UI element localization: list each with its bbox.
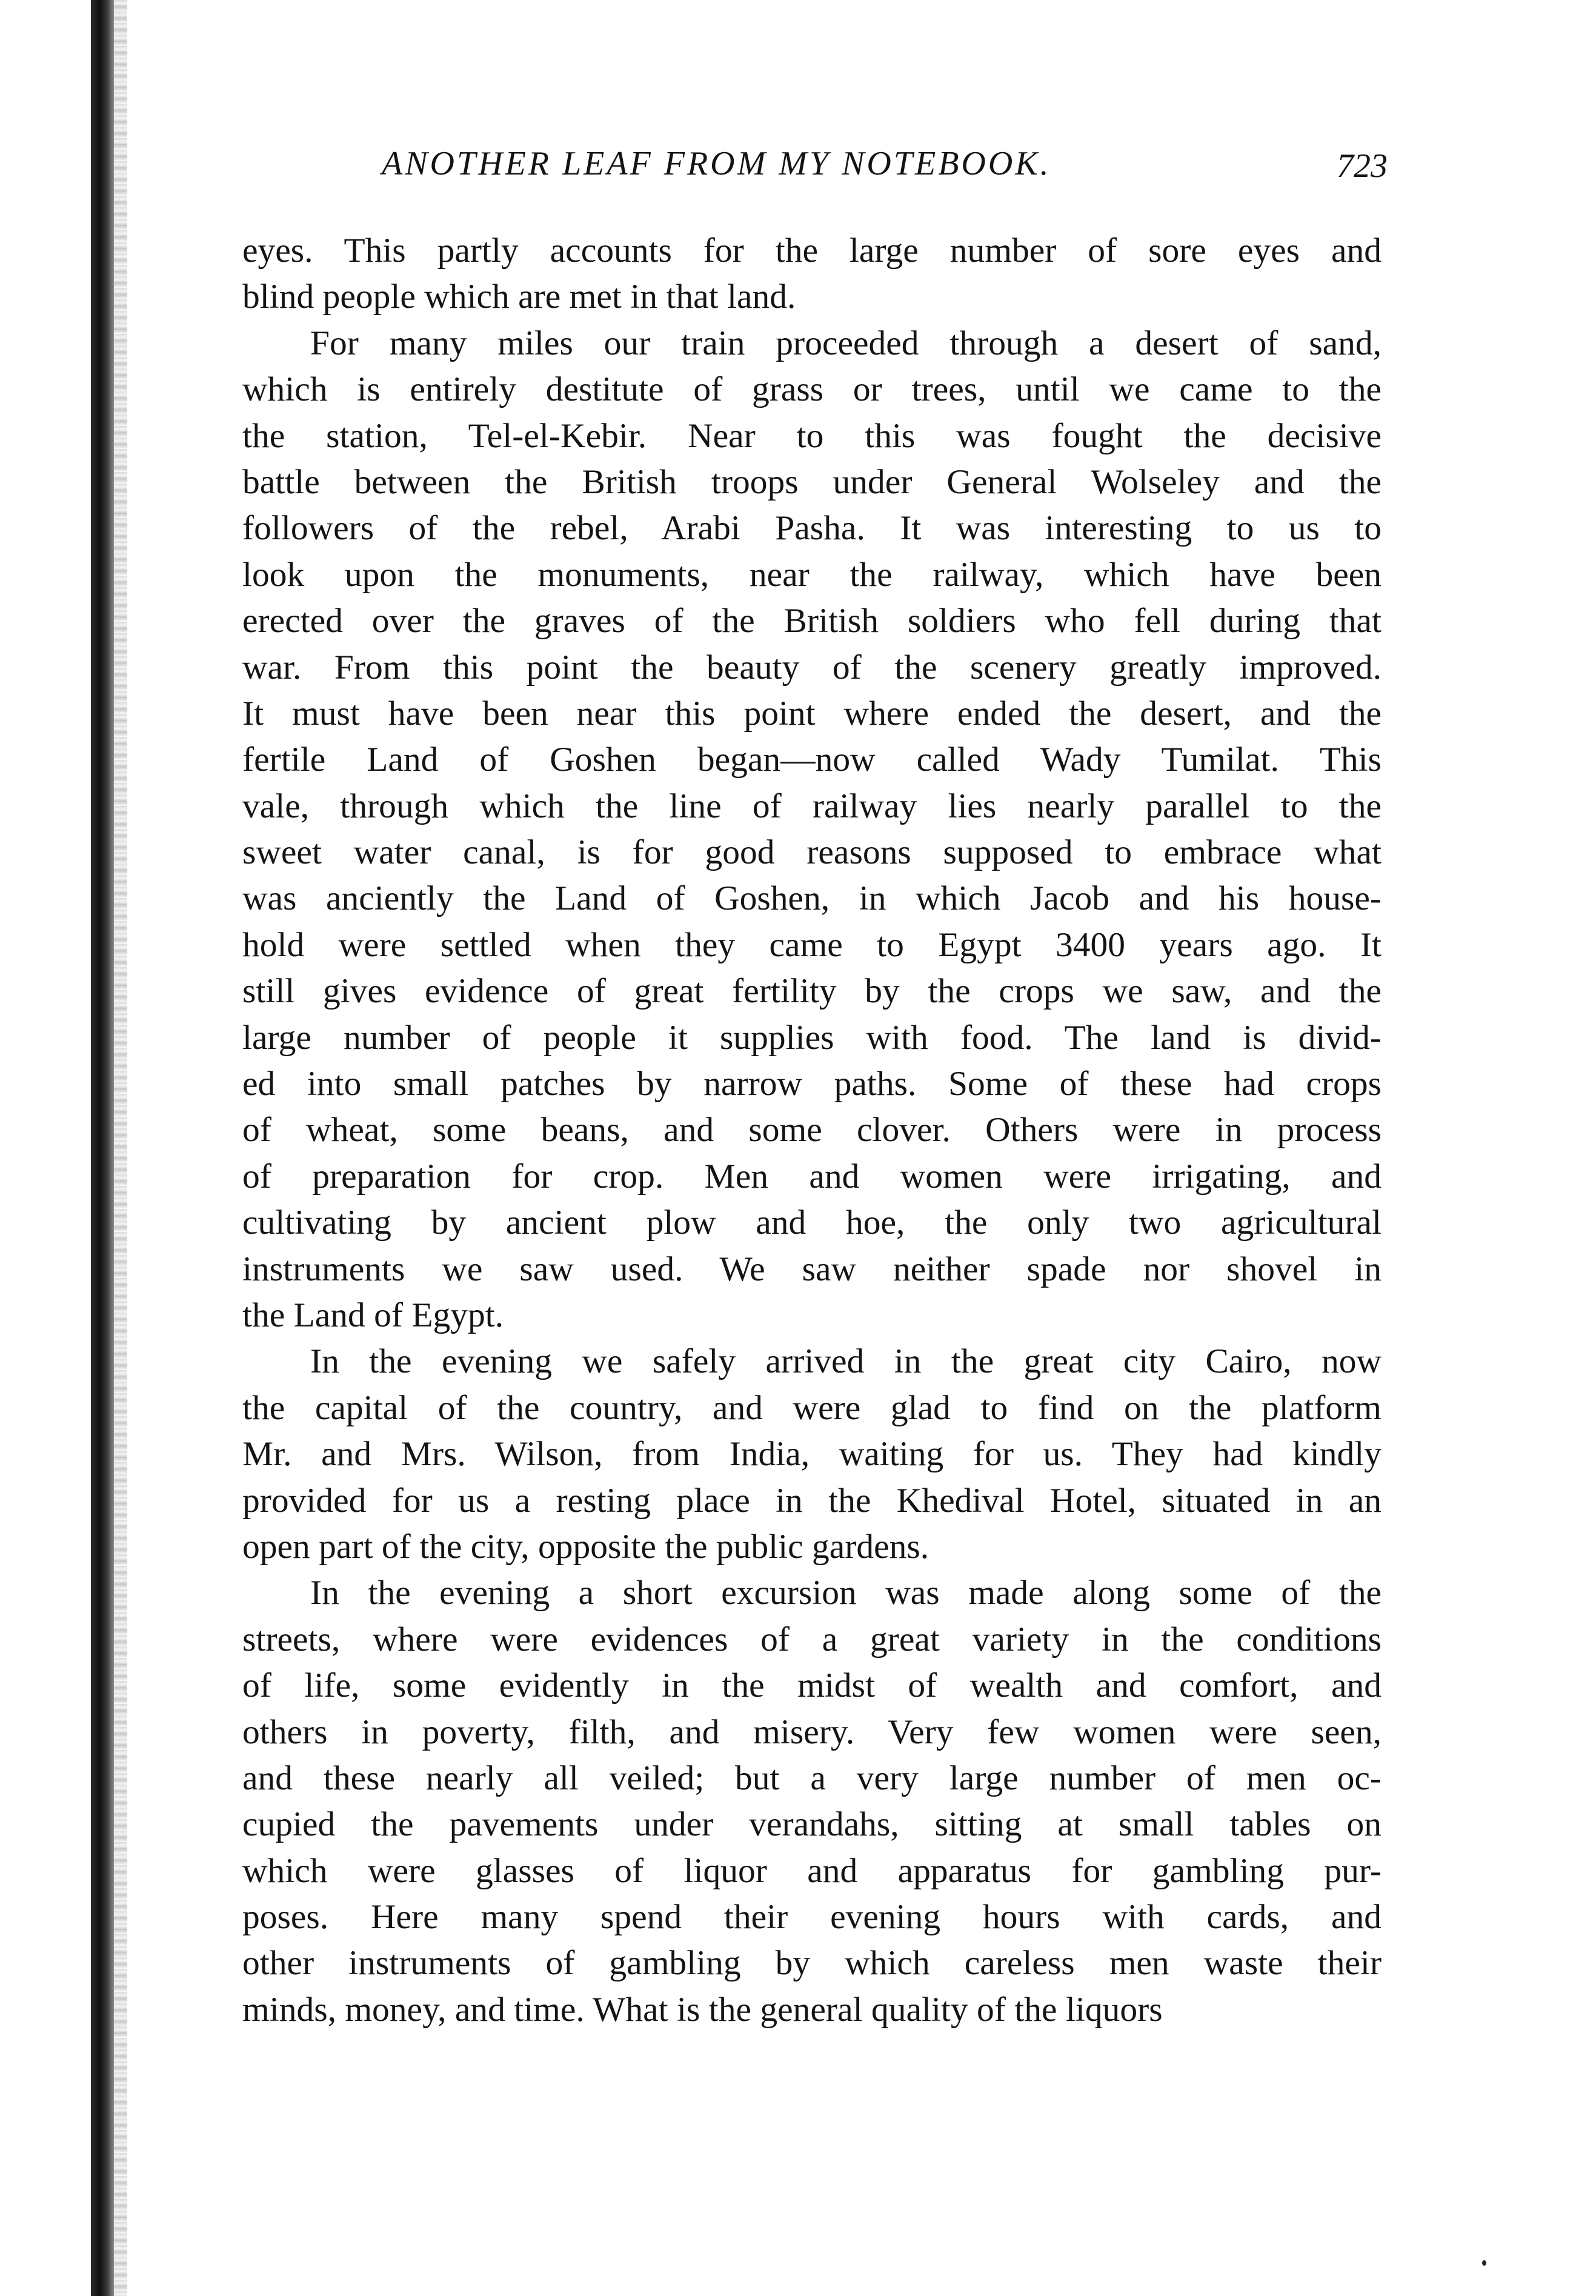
paragraph xyxy=(242,1339,1382,1570)
scan-gutter-edge xyxy=(114,0,127,2296)
text-line: the Land of Egypt. xyxy=(242,1296,504,1334)
text-line: the station, Tel-el-Kebir. Near to this was fought the decisive xyxy=(242,416,1382,455)
text-line: instruments we saw used. We saw neither spade nor shovel in xyxy=(242,1249,1382,1288)
text-line: of wheat, some beans, and some clover. Others were in process xyxy=(242,1111,1382,1150)
text-line: and these nearly all veiled; but a very large number of men oc- xyxy=(242,1759,1382,1797)
text-line: which were glasses of liquor and apparatus for gambling pur- xyxy=(242,1851,1382,1890)
text-line: cultivating by ancient plow and hoe, the only two agricultural xyxy=(242,1203,1382,1242)
text-line: fertile Land of Goshen began—now called Wady Tumilat. This xyxy=(242,740,1382,779)
scan-mark xyxy=(1482,2260,1486,2266)
text-line: vale, through which the line of railway lies nearly parallel to the xyxy=(242,787,1382,825)
text-line: It must have been near this point where ended the desert, and the xyxy=(242,694,1382,733)
page-header xyxy=(242,144,1388,199)
text-line: For many miles our train proceeded through a desert of sand, xyxy=(310,324,1382,362)
text-line: sweet water canal, is for good reasons supposed to embrace what xyxy=(242,833,1382,872)
paragraph xyxy=(242,321,1382,1339)
text-line: erected over the graves of the British soldiers who fell during that xyxy=(242,602,1382,641)
text-line: streets, where were evidences of a great variety in the conditions xyxy=(242,1620,1382,1659)
text-line: others in poverty, filth, and misery. Very few women were seen, xyxy=(242,1712,1382,1751)
text-line: In the evening we safely arrived in the great city Cairo, now xyxy=(310,1342,1382,1381)
page-number: 723 xyxy=(1337,147,1388,185)
scan-gutter-shadow xyxy=(91,0,114,2296)
text-line: battle between the British troops under General Wolseley and the xyxy=(242,462,1382,501)
text-line: hold were settled when they came to Egypt 3400 years ago. It xyxy=(242,925,1382,964)
text-line: war. From this point the beauty of the scenery greatly improved. xyxy=(242,648,1382,687)
text-line: ed into small patches by narrow paths. Some of these had crops xyxy=(242,1065,1382,1103)
text-line: open part of the city, opposite the public gardens. xyxy=(242,1527,929,1566)
text-line: Mr. and Mrs. Wilson, from India, waiting for us. They had kindly xyxy=(242,1435,1382,1474)
text-line: other instruments of gambling by which careless men waste their xyxy=(242,1944,1382,1983)
text-line: the capital of the country, and were glad to find on the platform xyxy=(242,1388,1382,1427)
text-line: cupied the pavements under verandahs, sitting at small tables on xyxy=(242,1805,1382,1844)
text-line: In the evening a short excursion was made along some of the xyxy=(310,1574,1382,1612)
paragraph xyxy=(242,228,1382,321)
text-line: blind people which are met in that land. xyxy=(242,278,796,316)
text-line: eyes. This partly accounts for the large number of sore eyes and xyxy=(242,231,1382,270)
paragraph xyxy=(242,1570,1382,2033)
body-text xyxy=(242,228,1382,2033)
text-line: provided for us a resting place in the Khedival Hotel, situated in an xyxy=(242,1481,1382,1520)
text-line: which is entirely destitute of grass or trees, until we came to the xyxy=(242,370,1382,409)
text-line: minds, money, and time. What is the general quality of the liquors xyxy=(242,1990,1163,2029)
text-line: followers of the rebel, Arabi Pasha. It was interesting to us to xyxy=(242,509,1382,548)
running-title: ANOTHER LEAF FROM MY NOTEBOOK. xyxy=(382,145,1051,182)
text-line: of life, some evidently in the midst of wealth and comfort, and xyxy=(242,1666,1382,1705)
text-line: look upon the monuments, near the railway, which have been xyxy=(242,555,1382,594)
text-line: poses. Here many spend their evening hours with cards, and xyxy=(242,1898,1382,1937)
text-line: of preparation for crop. Men and women were irrigating, and xyxy=(242,1157,1382,1196)
text-line: large number of people it supplies with food. The land is divid- xyxy=(242,1018,1382,1057)
text-line: still gives evidence of great fertility by the crops we saw, and the xyxy=(242,972,1382,1011)
text-line: was anciently the Land of Goshen, in which Jacob and his house- xyxy=(242,879,1382,918)
